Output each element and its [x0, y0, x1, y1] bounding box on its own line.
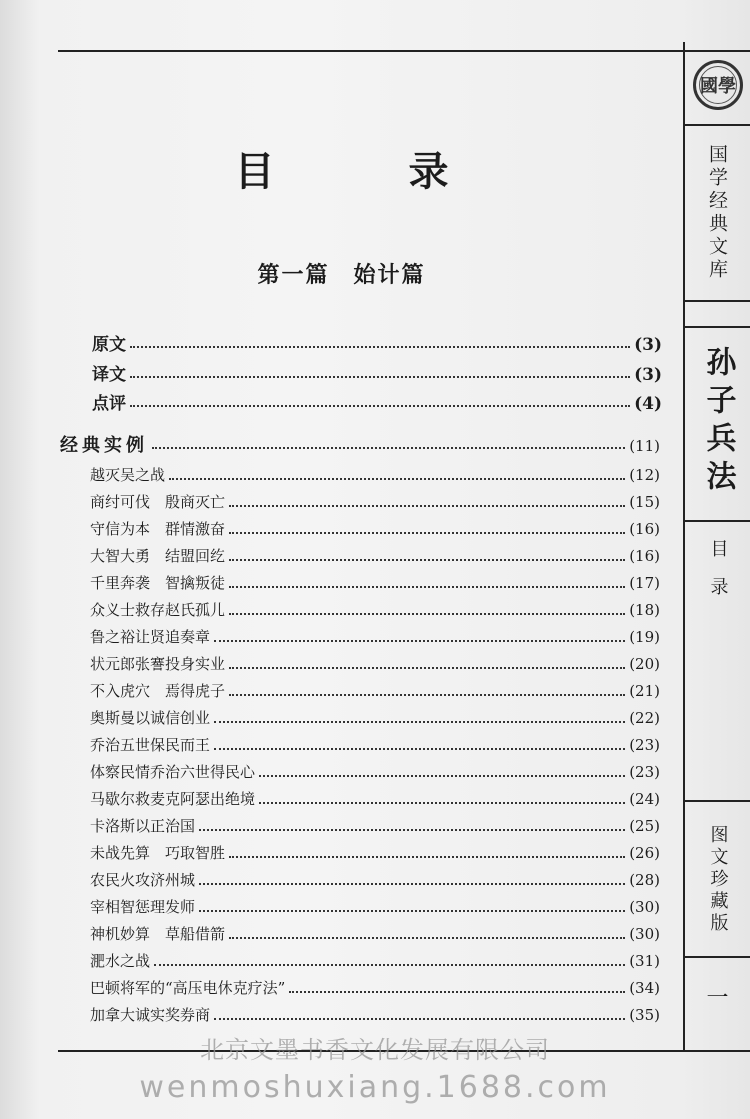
toc-entry[interactable]: 未战先算 巧取智胜 (26) — [90, 844, 660, 862]
toc-entry[interactable]: 体察民情乔治六世得民心 (23) — [90, 763, 660, 781]
toc-entry[interactable]: 守信为本 群情激奋 (16) — [90, 520, 660, 538]
toc-entry[interactable]: 商纣可伐 殷商灭亡 (15) — [90, 493, 660, 511]
toc-entry[interactable]: 原文 (3) — [92, 335, 662, 355]
sidebar-rule — [685, 326, 750, 328]
toc-entry[interactable]: 越灭吴之战 (12) — [90, 466, 660, 484]
toc-entry[interactable]: 不入虎穴 焉得虎子 (21) — [90, 682, 660, 700]
toc-entry[interactable]: 马歇尔救麦克阿瑟出绝境 (24) — [90, 790, 660, 808]
watermark-company: 北京文墨书香文化发展有限公司 — [200, 1036, 550, 1064]
sidebar-edition: 图文珍藏版 — [707, 825, 729, 935]
top-rule — [58, 50, 750, 52]
toc-entry[interactable]: 千里奔袭 智擒叛徒 (17) — [90, 574, 660, 592]
sidebar-rule — [685, 520, 750, 522]
toc-heading[interactable]: 经典实例 (11) — [60, 435, 660, 456]
toc-entry[interactable]: 神机妙算 草船借箭 (30) — [90, 925, 660, 943]
toc-entry[interactable]: 宰相智惩理发师 (30) — [90, 898, 660, 916]
sidebar-series: 国学经典文库 — [706, 144, 728, 282]
sidebar-rule — [685, 300, 750, 302]
sidebar-rule — [685, 956, 750, 958]
sidebar-section: 目录 — [707, 539, 729, 615]
section-heading: 第一篇 始计篇 — [257, 262, 426, 288]
toc-entry[interactable]: 点评 (4) — [92, 394, 662, 414]
toc-entry[interactable]: 状元郎张謇投身实业 (20) — [90, 655, 660, 673]
toc-entry[interactable]: 加拿大诚实奖券商 (35) — [90, 1006, 660, 1024]
sidebar-book-title: 孙子兵法 — [700, 346, 736, 498]
toc-entry[interactable]: 农民火攻济州城 (28) — [90, 871, 660, 889]
toc-entry[interactable]: 众义士救存赵氏孤儿 (18) — [90, 601, 660, 619]
toc-entry[interactable]: 译文 (3) — [92, 365, 662, 385]
toc-entry[interactable]: 大智大勇 结盟回纥 (16) — [90, 547, 660, 565]
seal-icon: 國學 — [693, 60, 743, 110]
watermark-url: wenmoshuxiang.1688.com — [139, 1070, 611, 1105]
toc-entry[interactable]: 淝水之战 (31) — [90, 952, 660, 970]
page-title: 目 录 — [234, 149, 509, 195]
page-number: 一 — [706, 985, 729, 1011]
toc-entry[interactable]: 乔治五世保民而王 (23) — [90, 736, 660, 754]
sidebar-rule — [685, 124, 750, 126]
toc-entry[interactable]: 鲁之裕让贤追奏章 (19) — [90, 628, 660, 646]
toc-entry[interactable]: 奥斯曼以诚信创业 (22) — [90, 709, 660, 727]
toc-entry[interactable]: 巴顿将军的“高压电休克疗法” (34) — [90, 979, 660, 997]
toc-entry[interactable]: 卡洛斯以正治国 (25) — [90, 817, 660, 835]
sidebar-rule — [685, 800, 750, 802]
